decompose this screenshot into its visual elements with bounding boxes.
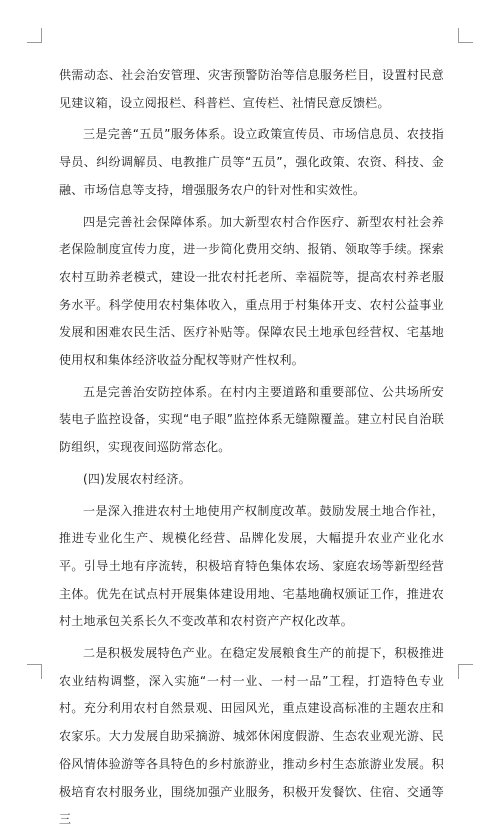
document-body <box>59 62 444 838</box>
paragraph-land-reform: 一是深入推进农村土地使用产权制度改革。鼓励发展土地合作社，推进专业化生产、规模化经营、品牌化发展，大幅提升农业产业化水平。引导土地有序流转，积极培育特色集体农场、家庭农场等新型经营主体。优先在试点村开展集体建设用地、宅基地确权颁证工作，推进农村土地承包关系长久不变改革和农村资产产权化改革。 <box>59 503 444 629</box>
paragraph-specialty-industry: 二是积极发展特色产业。在稳定发展粮食生产的前提下，积极推进农业结构调整，深入实施“一村一业、一村一品”工程，打造特色专业村。充分利用农村自然景观、田园风光，重点建设高标准的主题农庄和农家乐。大力发展自助采摘游、城郊休闲度假游、生态农业观光游、民俗风情体验游等各具特色的乡村旅游业，推动乡村生态旅游业发展。积极培育农村服务业，围绕加强产业服务，积极开发餐饮、住宿、交通等三 <box>59 646 444 827</box>
paragraph-continuation: 供需动态、社会治安管理、灾害预警防治等信息服务栏目，设置村民意见建议箱，设立阅报栏、科普栏、宣传栏、社情民意反馈栏。 <box>59 68 444 110</box>
section-heading-rural-economy: (四)发展农村经济。 <box>83 471 191 486</box>
crop-mark-top-right <box>458 28 473 43</box>
crop-mark-bottom-left <box>27 664 42 679</box>
crop-mark-top-left <box>27 28 42 43</box>
crop-mark-bottom-right <box>458 664 473 679</box>
paragraph-public-security: 五是完善治安防控体系。在村内主要道路和重要部位、公共场所安装电子监控设备，实现“电子眼”监控体系无缝隙覆盖。建立村民自治联防组织，实现夜间巡防常态化。 <box>59 384 444 455</box>
paragraph-social-security: 四是完善社会保障体系。加大新型农村合作医疗、新型农村社会养老保险制度宣传力度，进一步简化费用交纳、报销、领取等手续。探索农村互助养老模式，建设一批农村托老所、幸福院等，提高农村养老服务水平。科学使用农村集体收入，重点用于村集体开支、农村公益事业发展和困难农民生活、医疗补贴等。保障农民土地承包经营权、宅基地使用权和集体经济收益分配权等财产性权利。 <box>59 214 444 368</box>
paragraph-five-member-service: 三是完善“五员”服务体系。设立政策宣传员、市场信息员、农技指导员、纠纷调解员、电教推广员等“五员”，强化政策、农资、科技、金融、市场信息等支持，增强服务农户的针对性和实效性。 <box>59 127 444 197</box>
